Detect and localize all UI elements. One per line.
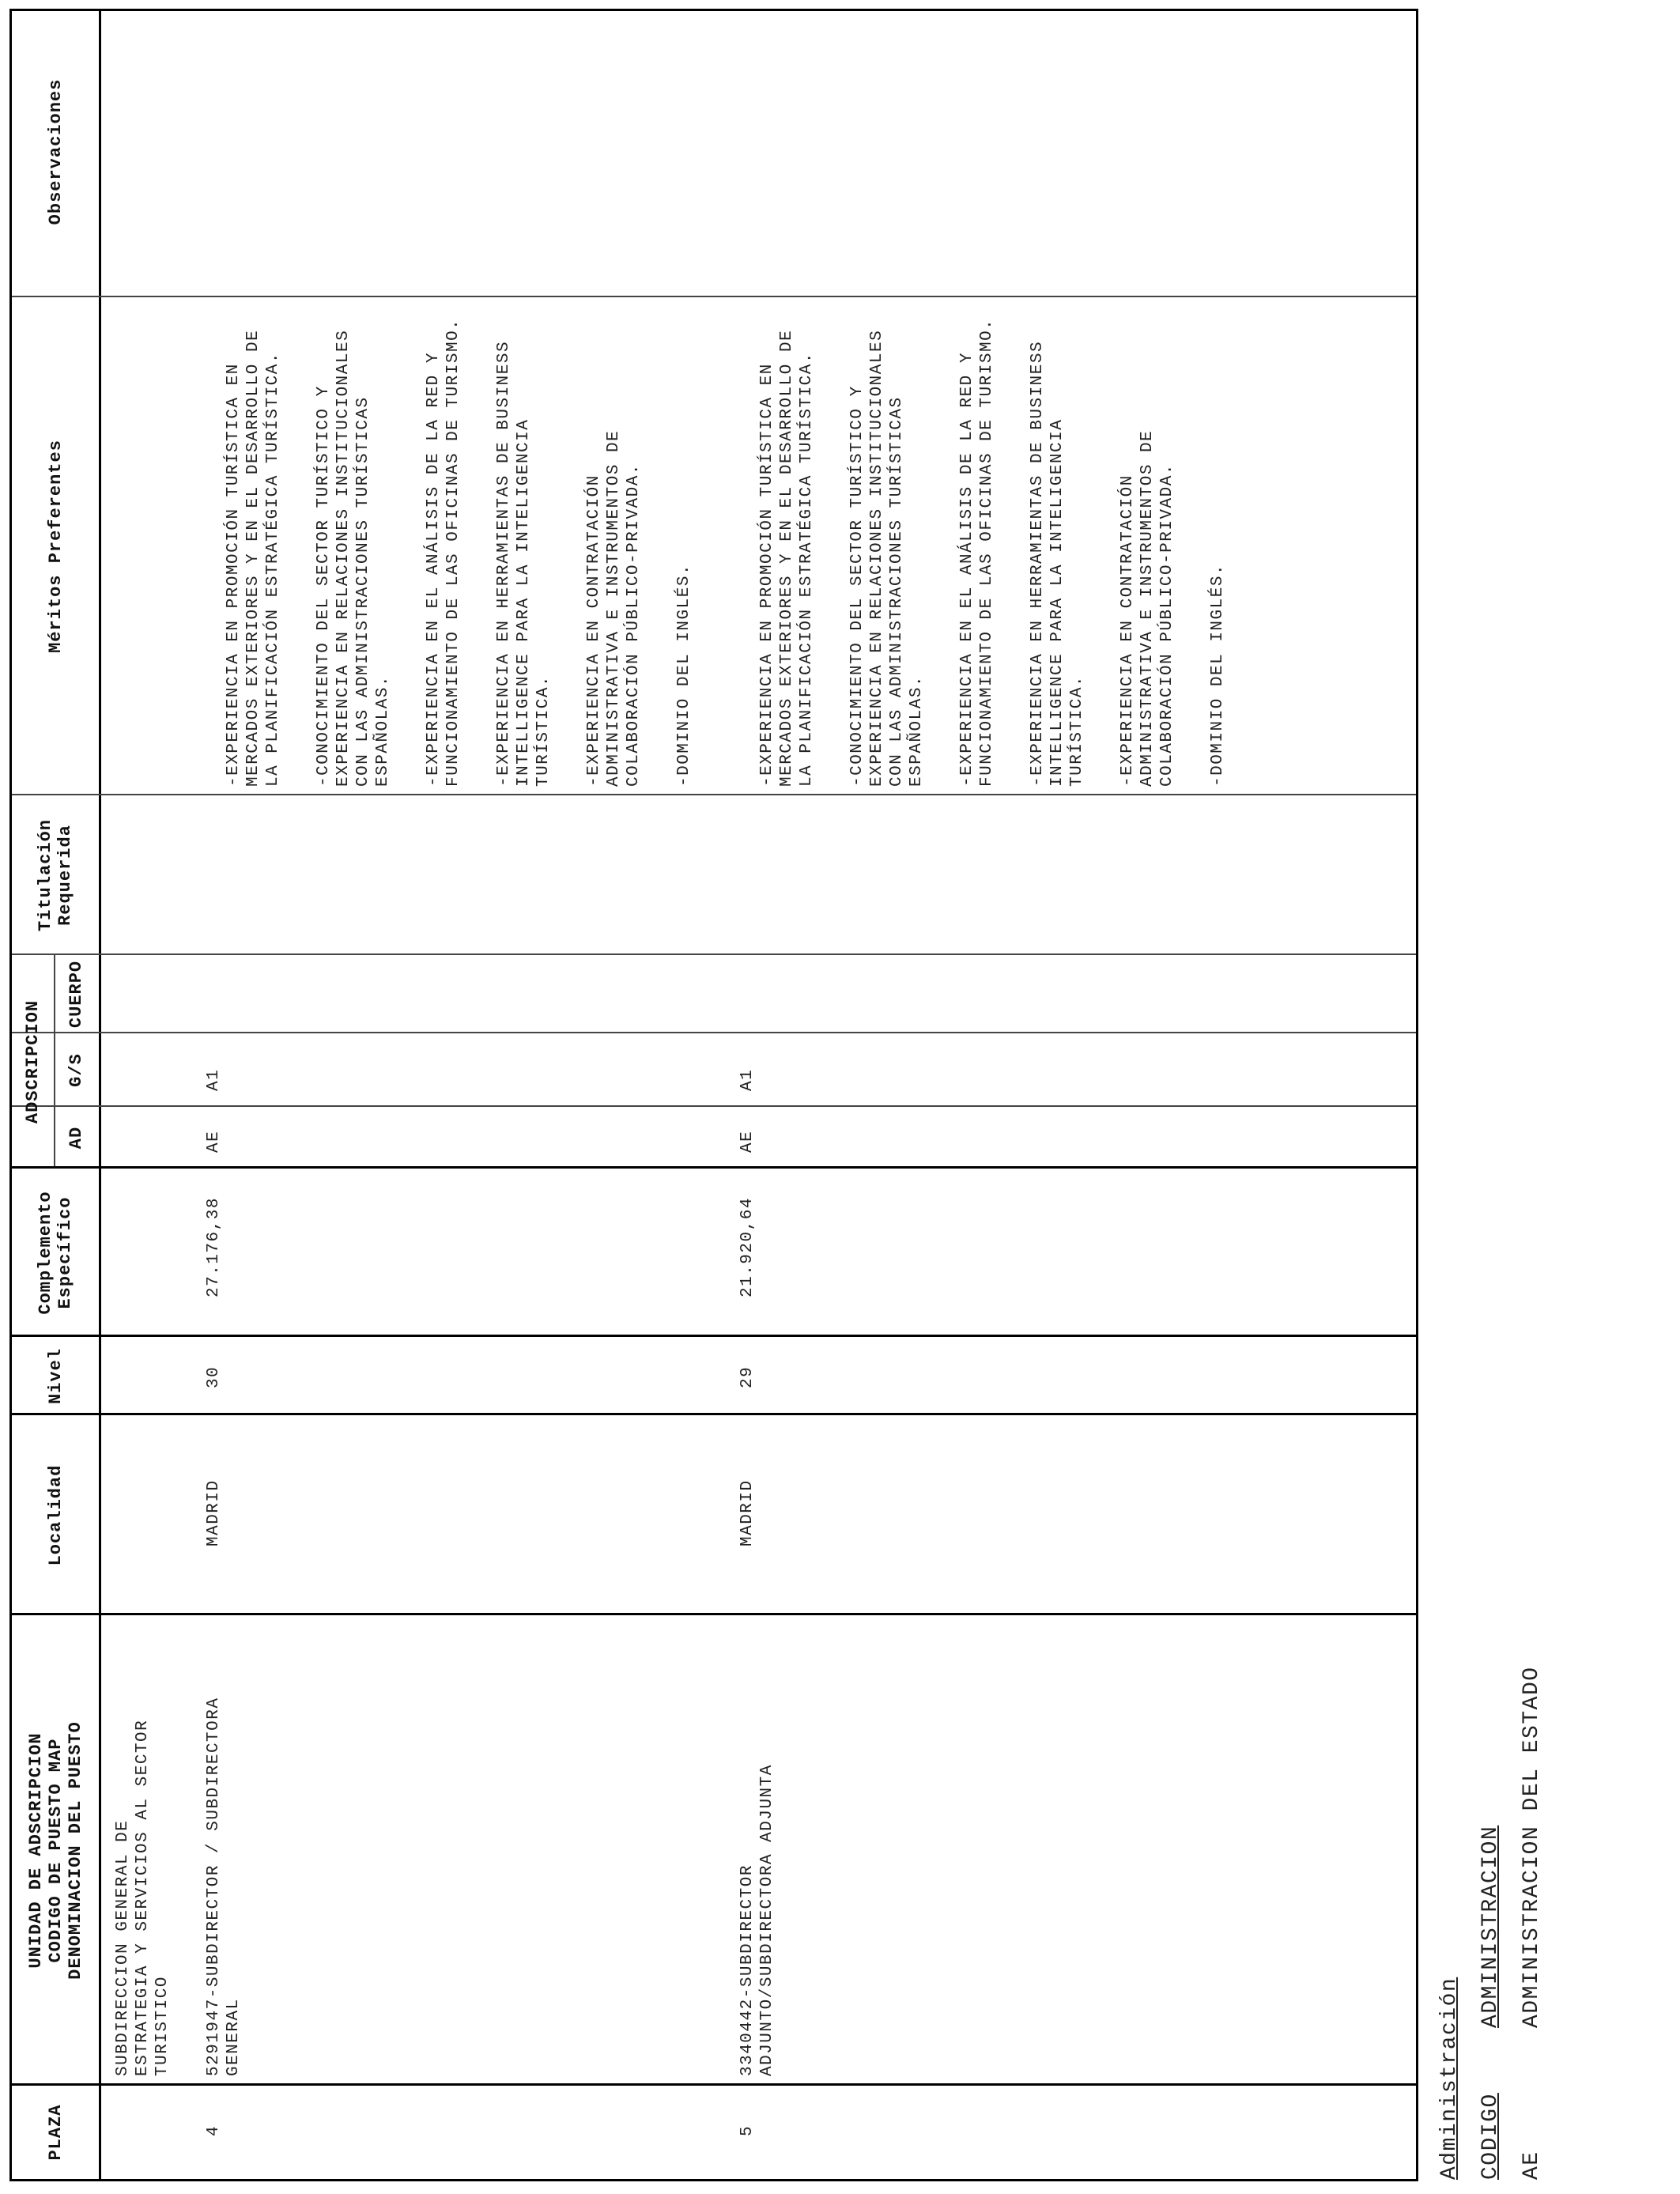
- row2-plaza: 5: [738, 2124, 757, 2136]
- row2-puesto: 3340442-SUBDIRECTOR ADJUNTO/SUBDIRECTORA ADJUNTA: [738, 1764, 776, 2076]
- row1-complemento: 27.176,38: [205, 1197, 223, 1297]
- row2-meritos: [738, 308, 1259, 787]
- merito: -DOMINIO DEL INGLÉS.: [675, 563, 693, 787]
- merito: -EXPERIENCIA EN PROMOCIÓN TURÍSTICA EN MERCADOS EXTERIORES Y EN EL DESARROLLO DE LA PLANIFICACIÓN ESTRATÉGICA TURÍSTICA.: [225, 329, 282, 787]
- header-unidad: UNIDAD DE ADSCRIPCION CODIGO DE PUESTO MAP DENOMINACION DEL PUESTO: [25, 1721, 85, 1980]
- header-meritos: Méritos Preferentes: [45, 440, 66, 653]
- merito: -EXPERIENCIA EN EL ANÁLISIS DE LA RED Y FUNCIONAMIENTO DE LAS OFICINAS DE TURISMO.: [425, 318, 462, 787]
- header-adscripcion: ADSCRIPCION: [23, 999, 43, 1124]
- row1-puesto: 5291947-SUBDIRECTOR / SUBDIRECTORA GENERAL: [205, 1697, 243, 2076]
- merito: -EXPERIENCIA EN CONTRATACIÓN ADMINISTRATIVA E INSTRUMENTOS DE COLABORACIÓN PÚBLICO-PRIVADA.: [1119, 429, 1176, 787]
- legend-title: Administración: [1437, 1977, 1462, 2180]
- row2-nivel: 29: [738, 1365, 757, 1388]
- row1-gs: A1: [205, 1068, 223, 1091]
- header-localidad: Localidad: [45, 1464, 66, 1566]
- row1-ad: AE: [205, 1130, 223, 1153]
- header-titulacion: Titulación Requerida: [36, 818, 75, 932]
- row2-complemento: 21.920,64: [738, 1197, 757, 1297]
- merito: -CONOCIMIENTO DEL SECTOR TURÍSTICO Y EXPERIENCIA EN RELACIONES INSTITUCIONALES CON LAS ADMINISTRACIONES TURÍSTICAS ESPAÑOLAS.: [315, 329, 392, 787]
- header-cuerpo: CUERPO: [66, 960, 86, 1029]
- legend-col-codigo: CODIGO: [1478, 2093, 1503, 2180]
- merito: -EXPERIENCIA EN CONTRATACIÓN ADMINISTRATIVA E INSTRUMENTOS DE COLABORACIÓN PÚBLICO-PRIVADA.: [585, 429, 643, 787]
- legend-admin: ADMINISTRACION DEL ESTADO: [1520, 1666, 1544, 2028]
- unit-heading: SUBDIRECCION GENERAL DE ESTRATEGIA Y SERVICIOS AL SECTOR TURISTICO: [114, 1719, 172, 2076]
- merito: -CONOCIMIENTO DEL SECTOR TURÍSTICO Y EXPERIENCIA EN RELACIONES INSTITUCIONALES CON LAS ADMINISTRACIONES TURÍSTICAS ESPAÑOLAS.: [848, 329, 926, 787]
- header-gs: G/S: [66, 1053, 86, 1087]
- legend-codigo: AE: [1520, 2151, 1544, 2180]
- row1-plaza: 4: [205, 2124, 223, 2136]
- legend-col-admin: ADMINISTRACION: [1478, 1825, 1503, 2028]
- merito: -DOMINIO DEL INGLÉS.: [1209, 563, 1227, 787]
- header-plaza: PLAZA: [45, 2104, 66, 2161]
- row2-gs: A1: [738, 1068, 757, 1091]
- row2-ad: AE: [738, 1130, 757, 1153]
- merito: -EXPERIENCIA EN HERRAMIENTAS DE BUSINESS INTELLIGENCE PARA LA INTELIGENCIA TURÍSTICA.: [1029, 340, 1086, 787]
- col-line: [12, 1413, 1416, 1415]
- row1-meritos: [204, 308, 725, 787]
- header-nivel: Nivel: [45, 1348, 66, 1405]
- positions-table: [9, 9, 1418, 2181]
- col-line: [12, 1032, 1416, 1033]
- merito: -EXPERIENCIA EN EL ANÁLISIS DE LA RED Y FUNCIONAMIENTO DE LAS OFICINAS DE TURISMO.: [958, 318, 996, 787]
- col-line: [12, 954, 1416, 955]
- header-ad: AD: [66, 1126, 86, 1150]
- header-complemento: Complemento Específico: [36, 1191, 75, 1315]
- col-line: [12, 794, 1416, 795]
- row2-localidad: MADRID: [738, 1479, 757, 1546]
- merito: -EXPERIENCIA EN HERRAMIENTAS DE BUSINESS INTELLIGENCE PARA LA INTELIGENCIA TURÍSTICA.: [495, 340, 553, 787]
- col-line: [12, 2083, 1416, 2086]
- col-line: [12, 1335, 1416, 1337]
- header-divider: [99, 11, 101, 2179]
- merito: -EXPERIENCIA EN PROMOCIÓN TURÍSTICA EN MERCADOS EXTERIORES Y EN EL DESARROLLO DE LA PLANIFICACIÓN ESTRATÉGICA TURÍSTICA.: [758, 329, 816, 787]
- col-line: [12, 1166, 1416, 1169]
- col-line: [12, 1613, 1416, 1615]
- col-line: [12, 1105, 1416, 1107]
- col-line: [12, 296, 1416, 297]
- row1-localidad: MADRID: [205, 1479, 223, 1546]
- row1-nivel: 30: [205, 1365, 223, 1388]
- header-observaciones: Observaciones: [45, 78, 66, 225]
